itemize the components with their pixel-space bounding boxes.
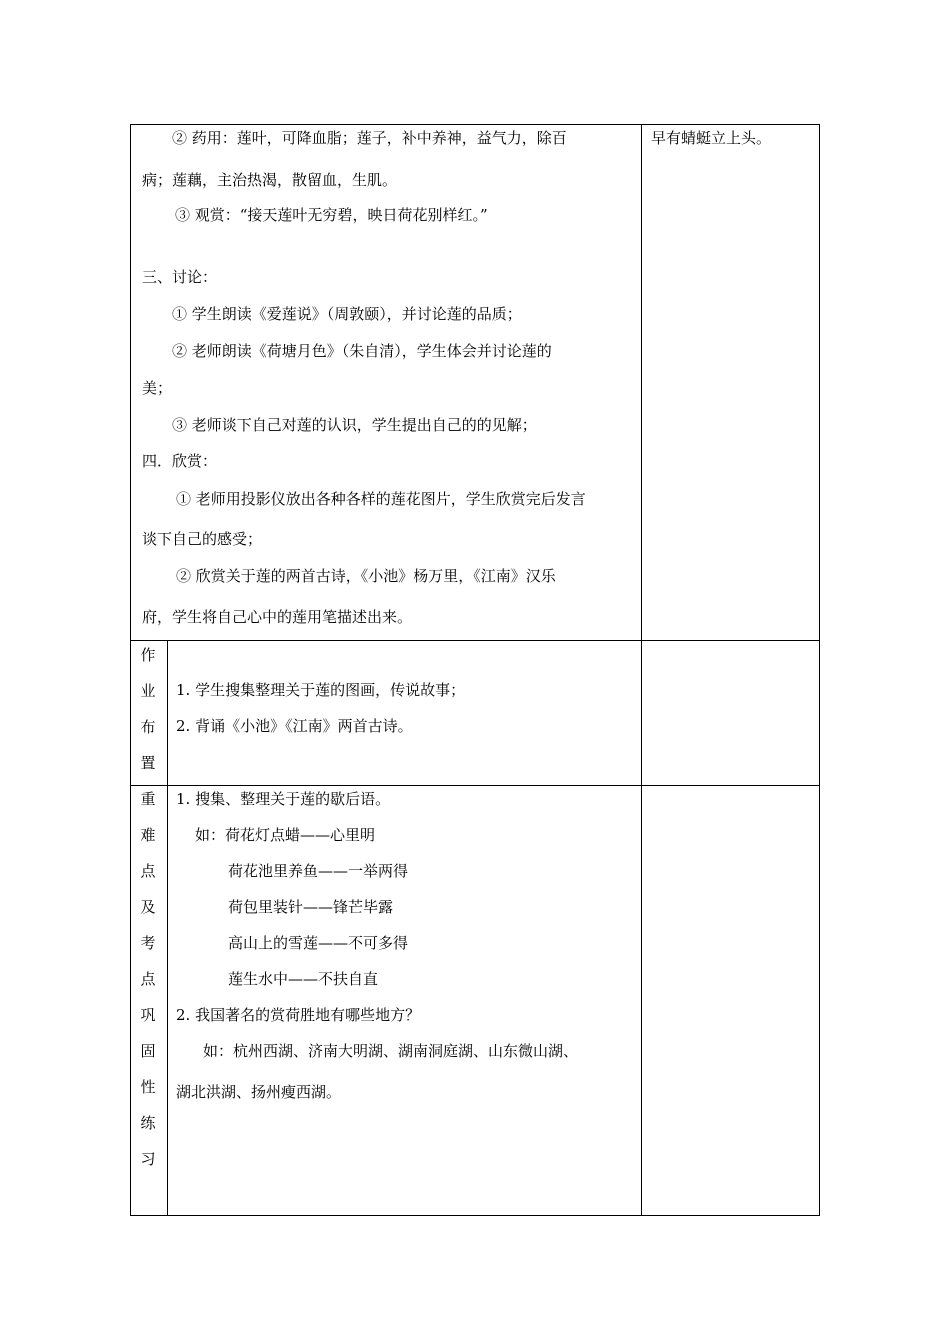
section-heading: 四．欣赏： [142, 452, 218, 470]
text-line: ② 药用：莲叶，可降血脂；莲子，补中养神，益气力，除百 [172, 129, 567, 147]
practice-line: 湖北洪湖、扬州瘦西湖。 [176, 1083, 342, 1101]
row-divider-1 [130, 640, 820, 641]
practice-label-char: 难 [140, 826, 156, 844]
text-line: ② 欣赏关于莲的两首古诗，《小池》杨万里，《江南》汉乐 [176, 567, 556, 585]
practice-line: 莲生水中——不扶自直 [228, 970, 379, 988]
text-line: ③ 观赏：“接天莲叶无穷碧，映日荷花别样红。” [175, 206, 488, 224]
homework-label-char: 业 [140, 682, 156, 700]
text-line: 府，学生将自己心中的莲用笔描述出来。 [142, 608, 413, 626]
text-line: ① 学生朗读《爱莲说》（周敦颐），并讨论莲的品质； [172, 305, 522, 323]
text-line: ② 老师朗读《荷塘月色》（朱自清），学生体会并讨论莲的 [172, 342, 552, 360]
homework-item: 1. 学生搜集整理关于莲的图画，传说故事； [176, 681, 466, 699]
practice-label-char: 巩 [140, 1006, 156, 1024]
section-heading: 三、讨论： [142, 268, 218, 286]
practice-label-char: 考 [140, 934, 156, 952]
text-line: ① 老师用投影仪放出各种各样的莲花图片，学生欣赏完后发言 [176, 490, 586, 508]
practice-label-char: 固 [140, 1042, 156, 1060]
practice-line: 荷花池里养鱼——一举两得 [228, 862, 409, 880]
practice-line: 1. 搜集、整理关于莲的歇后语。 [176, 790, 391, 808]
practice-line: 如：荷花灯点蜡——心里明 [195, 826, 376, 844]
practice-line: 2. 我国著名的赏荷胜地有哪些地方？ [176, 1006, 421, 1024]
practice-line: 高山上的雪莲——不可多得 [228, 934, 409, 952]
practice-line: 如：杭州西湖、济南大明湖、湖南洞庭湖、山东微山湖、 [203, 1042, 579, 1060]
text-line: ③ 老师谈下自己对莲的认识，学生提出自己的的见解； [172, 416, 537, 434]
row-divider-2 [130, 785, 820, 786]
side-note: 早有蜻蜓立上头。 [651, 129, 772, 147]
practice-label-char: 点 [140, 862, 156, 880]
practice-line: 荷包里装针——锋芒毕露 [228, 898, 394, 916]
practice-label-char: 练 [140, 1114, 156, 1132]
practice-label-char: 性 [140, 1078, 156, 1096]
practice-label-char: 点 [140, 970, 156, 988]
text-line: 病；莲藕，主治热渴，散留血，生肌。 [142, 171, 398, 189]
homework-item: 2. 背诵《小池》《江南》两首古诗。 [176, 717, 413, 735]
column-divider-right [641, 124, 642, 1216]
practice-label-char: 重 [140, 790, 156, 808]
homework-label-char: 作 [140, 646, 156, 664]
column-divider-label [167, 640, 168, 1216]
practice-label-char: 习 [140, 1150, 156, 1168]
practice-label-char: 及 [140, 898, 156, 916]
homework-label-char: 置 [140, 754, 156, 772]
text-line: 谈下自己的感受； [142, 530, 263, 548]
homework-label-char: 布 [140, 718, 156, 736]
text-line: 美； [142, 379, 173, 397]
